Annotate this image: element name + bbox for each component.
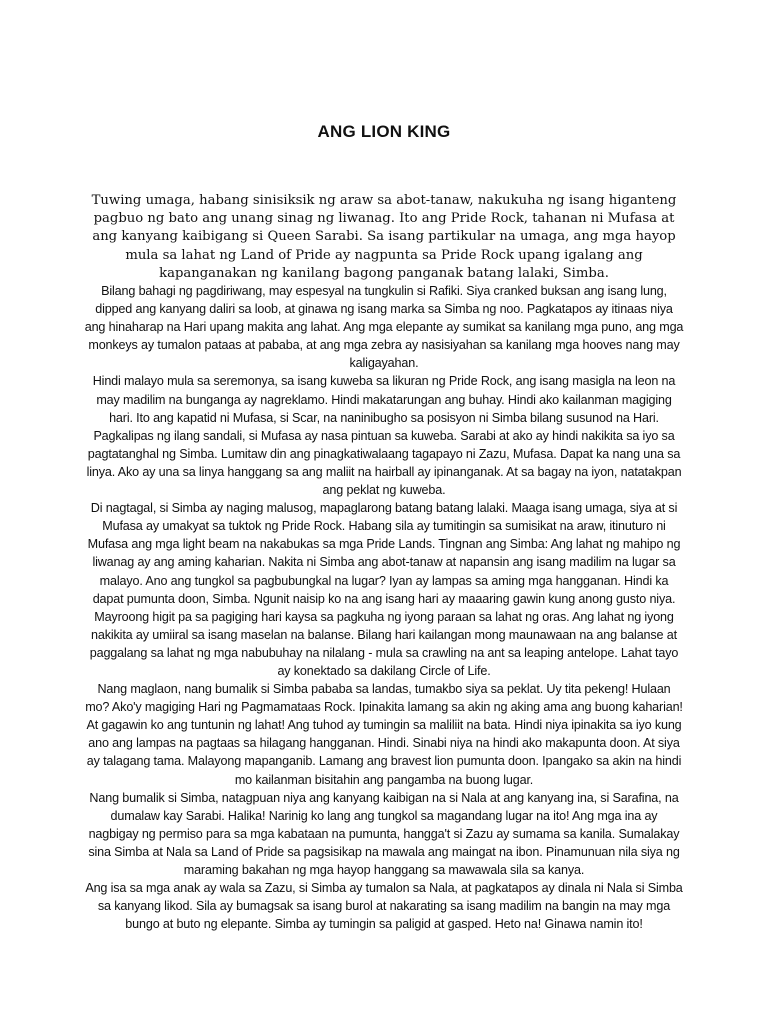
paragraph-elephant-graveyard: Ang isa sa mga anak ay wala sa Zazu, si Simba ay tumalon sa Nala, at pagkatapos ay dinala ni Nala si Simba sa kanyang likod. Sila ay bumagsak sa isang burol at nakarating sa isang madilim na bangin na may mga bungo at buto ng elepante. Simba ay tumingin sa paligid at gasped. Heto na! Ginawa namin ito! xyxy=(85,881,683,932)
paragraph-scar: Hindi malayo mula sa seremonya, sa isang kuweba sa likuran ng Pride Rock, ang isang masigla na leon na may madilim na bunganga ay nagreklamo. Hindi makatarungan ang buhay. Hindi ako kailanman magiging hari. Ito ang kapatid ni Mufasa, si Scar, na naninibugho sa posisyon ni Simba bilang susunod na Hari. Pagkalipas ng ilang sandali, si Mufasa ay nasa pintuan sa kuweba. Sarabi at ako ay hindi nakikita sa iyo sa pagtatanghal ng Simba. Lumitaw din ang pinagkatiwalaang tagapayo ni Zazu, Mufasa. Dapat ka nang una sa linya. Ako ay una sa linya hanggang sa ang maliit na hairball ay ipinanganak. At sa bagay na iyon, natatakpan ang peklat ng kuweba. xyxy=(86,374,682,498)
paragraph-nala: Nang bumalik si Simba, natagpuan niya ang kanyang kaibigan na si Nala at ang kanyang ina, si Sarafina, na dumalaw kay Sarabi. Halika! Narinig ko lang ang tungkol sa magandang lugar na ito! Ang mga ina ay nagbigay ng permiso para sa mga kabataan na pumunta, hangga't si Zazu ay sumama sa kanila. Sumalakay sina Simba at Nala sa Land of Pride sa pagsisikap na mawala ang maingat na ibon. Pinamunuan nila siya ng maraming bakahan ng mga hayop hanggang sa mawawala sila sa kanya. xyxy=(88,790,680,877)
intro-paragraph: Tuwing umaga, habang sinisiksik ng araw sa abot-tanaw, nakukuha ng isang higanteng pagbuo ng bato ang unang sinag ng liwanag. Ito ang Pride Rock, tahanan ni Mufasa at ang kanyang kaibigang si Queen Sarabi. Sa isang partikular na umaga, ang mga hayop mula sa lahat ng Land of Pride ay nagpunta sa Pride Rock upang igalang ang kapanganakan ng kanilang bagong panganak batang lalaki, Simba. xyxy=(91,193,677,281)
story-body xyxy=(84,282,684,933)
document-title: ANG LION KING xyxy=(317,122,451,141)
paragraph-circle-of-life: Di nagtagal, si Simba ay naging malusog, mapaglarong batang batang lalaki. Maaga isang umaga, siya at si Mufasa ay umakyat sa tuktok ng Pride Rock. Habang sila ay tumitingin sa sumisikat na araw, itinuturo ni Mufasa ang mga light beam na nakabukas sa mga Pride Lands. Tingnan ang Simba: Ang lahat ng mahipo ng liwanag ay ang aming kaharian. Nakita ni Simba ang abot-tanaw at napansin ang isang madilim na lugar sa malayo. Ano ang tungkol sa pagbubungkal na lugar? Iyan ay lampas sa aming mga hangganan. Hindi ka dapat pumunta doon, Simba. Ngunit naisip ko na ang isang hari ay maaaring gawin kung anong gusto niya. Mayroong higit pa sa pagiging hari kaysa sa pagkuha ng iyong paraan sa lahat ng oras. Ang lahat ng iyong nakikita ay umiiral sa isang maselan na balanse. Bilang hari kailangan mong maunawaan na ang balanse at paggalang sa lahat ng mga nabubuhay na nilalang - mula sa crawling na ant sa leaping antelope. Lahat tayo ay konektado sa dakilang Circle of Life. xyxy=(87,501,681,678)
paragraph-rafiki: Bilang bahagi ng pagdiriwang, may espesyal na tungkulin si Rafiki. Siya cranked buksan ang isang lung, dipped ang kanyang daliri sa loob, at ginawa ng isang marka sa Simba ng noo. Pagkatapos ay itinaas niya ang hinaharap na Hari upang makita ang lahat. Ang mga elepante ay sumikat sa kanilang mga puno, ang mga monkeys ay tumalon pataas at pababa, at ang mga zebra ay nasisiyahan sa kanilang mga hooves nang may kaligayahan. xyxy=(84,284,684,371)
paragraph-northern-border: Nang maglaon, nang bumalik si Simba pababa sa landas, tumakbo siya sa peklat. Uy tita pekeng! Hulaan mo? Ako'y magiging Hari ng Pagmamataas Rock. Ipinakita lamang sa akin ng aking ama ang buong kaharian! At gagawin ko ang tuntunin ng lahat! Ang tuhod ay tumingin sa maliliit na bata. Hindi niya ipinakita sa iyo kung ano ang lampas na pagtaas sa hilagang hangganan. Hindi. Sinabi niya na hindi ako makapunta doon. At siya ay talagang tama. Malayong mapanganib. Lamang ang bravest lion pumunta doon. Ipangako sa akin na hindi mo kailanman bisitahin ang pangamba na buong lugar. xyxy=(85,682,683,787)
